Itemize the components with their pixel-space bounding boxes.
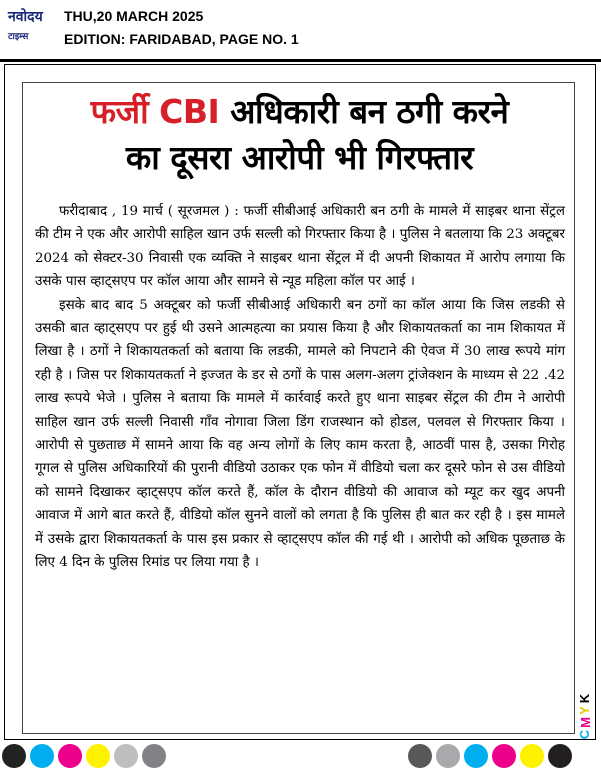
cmyk-mark [576,689,596,739]
color-swatch [520,744,544,768]
color-registration-strip [0,744,601,760]
color-swatch [548,744,572,768]
logo-subtext: टाइम्स [8,32,29,42]
cmyk-y: Y [576,706,592,715]
newspaper-logo [8,8,54,44]
header-divider [0,59,601,62]
color-swatch [436,744,460,768]
color-swatch [86,744,110,768]
headline-line2: का दूसरा आरोपी भी गिरफ्तार [125,138,474,177]
cmyk-c: C [577,729,593,740]
color-swatch [142,744,166,768]
article-body [35,200,565,575]
color-swatch [114,744,138,768]
headline-highlight: फर्जी CBI [90,92,220,131]
color-swatch [492,744,516,768]
headline [23,89,576,181]
edition-info: EDITION: FARIDABAD, PAGE NO. 1 [64,31,299,47]
cmyk-m: M [577,717,593,728]
cmyk-k: K [577,693,593,704]
article-paragraph: इसके बाद बाद 5 अक्टूबर को फर्जी सीबीआई अधिकारी बन ठगों का कॉल आया कि जिस लडकी से उसकी बात व्हाट्सएप पर हुई थी उसने आत्महत्या का प्रयास किया है और शिकायतकर्ता का नाम शिकायत में लिखा है । ठगों ने शिकायतकर्ता को बताया कि लडकी, मामले को निपटाने की ऐवज में 30 लाख रूपये मांग रही है । जिस पर शिकायतकर्ता ने इज्जत के डर से ठगों के पास अलग-अलग ट्रांजेक्शन के माध्यम से 22 .42 लाख रूपये भेजे । पुलिस ने बताया कि मामले में कार्रवाई करते हुए थाना साइबर सेंट्रल की टीम ने आरोपी साहिल खान उर्फ सल्ली निवासी गाँव नोगावा जिला डिंग राजस्थान को होडल, पलवल से गिरफ्तार किया । आरोपी से पुछताछ में सामने आया कि वह अन्य लोगों के लिए काम करता है, आठवीं पास है, उसका गिरोह गूगल से पुलिस अधिकारियों की पुरानी वीडियो उठाकर एक फोन में वीडियो चला कर दूसरे फोन से उस वीडियो को सामने दिखाकर व्हाट्सएप कॉल करते हैं, कॉल के दौरान वीडियो की आवाज को म्यूट कर खुद अपनी आवाज में आगे बात करते हैं, वीडियो कॉल सुनने वालों को लगता है कि पुलिस ही बात कर रही है । इस मामले में उसके द्वारा शिकायतकर्ता के पास इस प्रकार से व्हाट्सएप कॉल की गई थी । आरोपी को अधिक पूछताछ के लिए 4 दिन के पुलिस रिमांड पर लिया गया है । [35,297,565,571]
color-swatch [30,744,54,768]
news-clipping [22,82,575,734]
article-paragraph: फरीदाबाद , 19 मार्च ( सूरजमल ) : फर्जी सीबीआई अधिकारी बन ठगी के मामले में साइबर थाना सेंट्रल की टीम ने एक और आरोपी साहिल खान उर्फ सल्ली को गिरफ्तार किया है । पुलिस ने बतलाया कि 23 अक्टूबर 2024 को सेक्टर-30 निवासी एक व्यक्ति ने साइबर थाना सेंट्रल में दी अपनी शिकायत में आरोप लगाया कि उसके पास व्हाट्सएप पर कॉल आया और सामने से न्यूड महिला कॉल पर आई । [35,204,565,290]
logo-text: नवोदय [8,9,43,25]
color-swatch [408,744,432,768]
color-swatch [2,744,26,768]
edition-date: THU,20 MARCH 2025 [64,8,204,24]
color-swatch [464,744,488,768]
edition-header [0,0,601,58]
color-swatch [58,744,82,768]
headline-line1-rest: अधिकारी बन ठगी करने [219,92,509,131]
